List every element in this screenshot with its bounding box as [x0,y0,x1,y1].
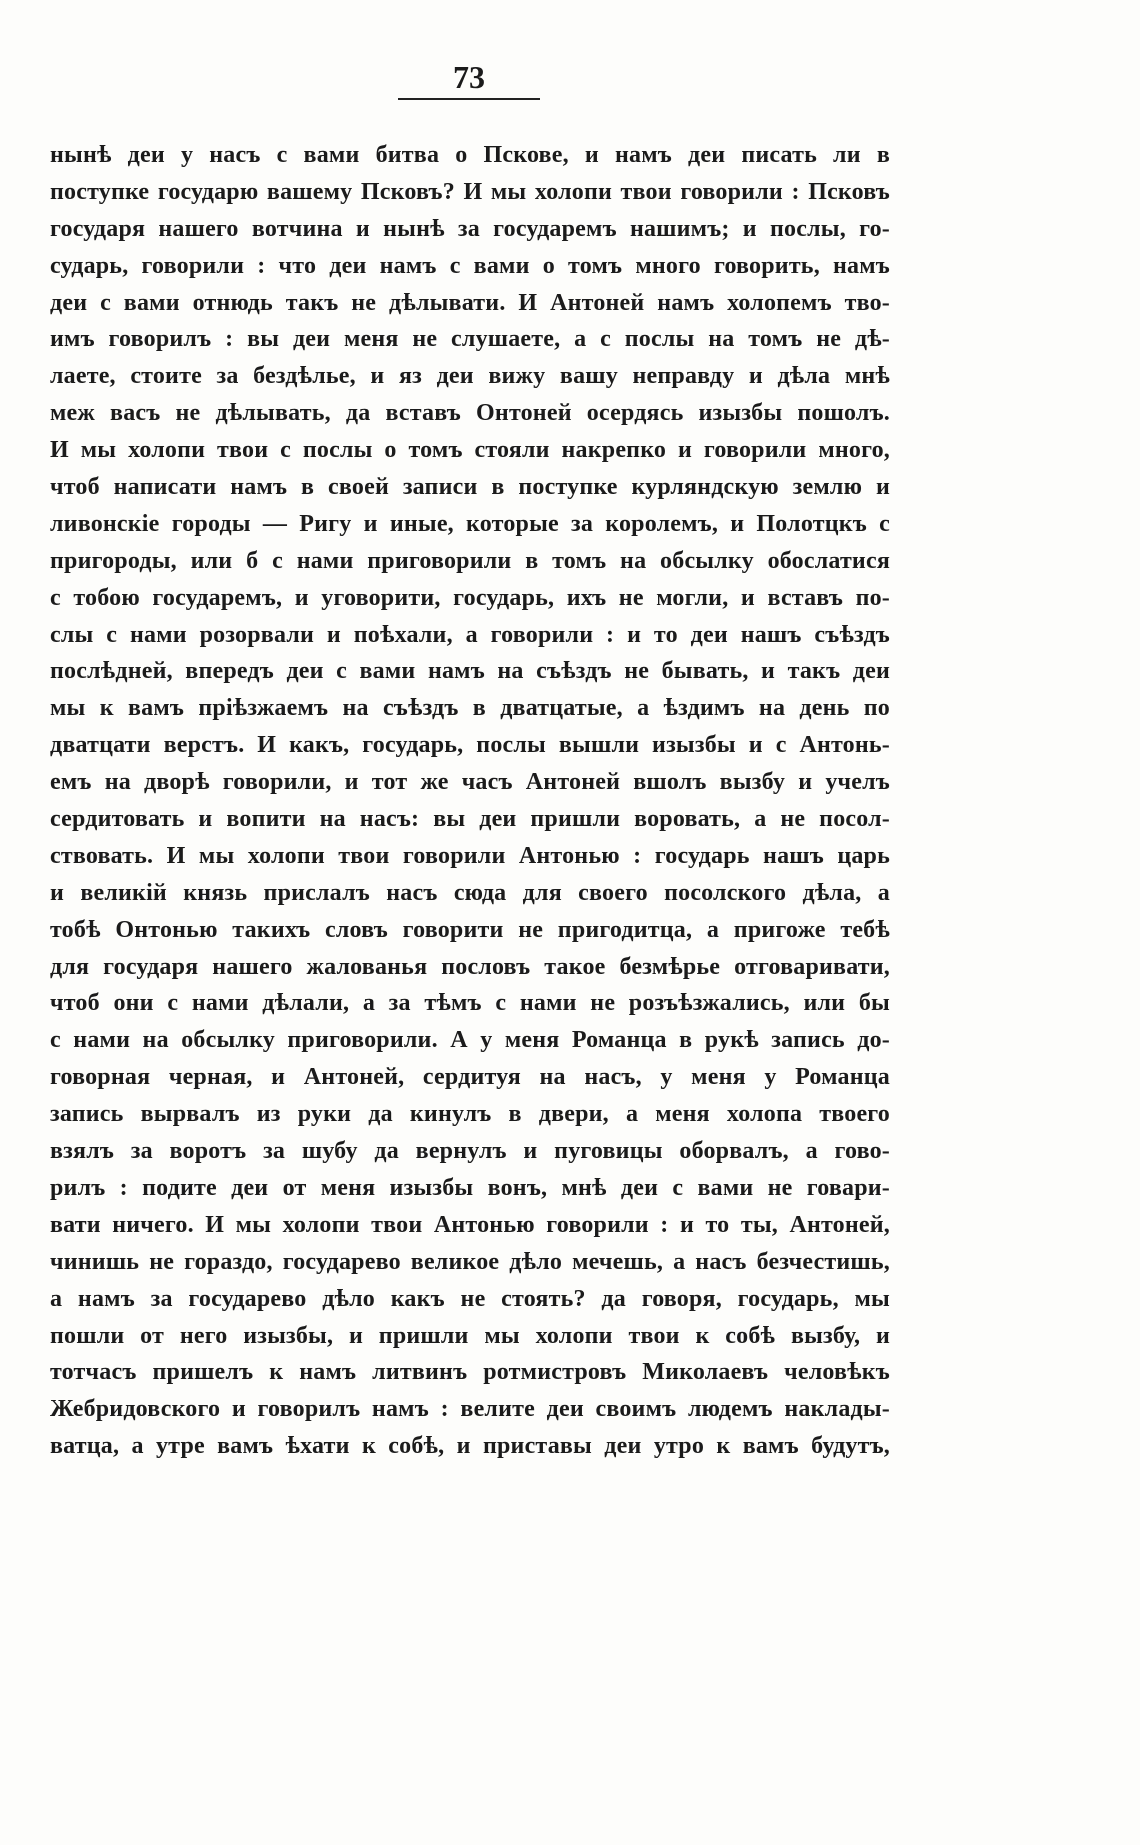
text-line: а намъ за государево дѣло какъ не стоять? да говоря, государь, мы [50,1285,890,1312]
text-line: нынѣ деи у насъ с вами битва о Пскове, и намъ деи писать ли в [50,142,890,168]
text-line: пошли от него изызбы, и пришли мы холопи твои к собѣ вызбу, и [50,1322,890,1349]
text-line: поступке государю вашему Псковъ? И мы холопи твои говорили : Псковъ [50,178,890,205]
text-line: чинишь не гораздо, государево великое дѣло мечешь, а насъ безчестишь, [50,1248,890,1275]
page-number: 73 [453,59,485,95]
text-line: Жебридовского и говорилъ намъ : велите деи своимъ людемъ наклады- [50,1396,890,1423]
text-line: тотчасъ пришелъ к намъ литвинъ ротмистровъ Миколаевъ человѣкъ [50,1359,890,1386]
text-line: государя нашего вотчина и нынѣ за государемъ нашимъ; и послы, го- [50,215,890,242]
text-line: мы к вамъ пріѣзжаемъ на съѣздъ в дватцатые, а ѣздимъ на день по [50,695,890,722]
text-line: взялъ за воротъ за шубу да вернулъ и пуговицы оборвалъ, а гово- [50,1138,890,1165]
text-line: дватцати верстъ. И какъ, государь, послы вышли изызбы и с Антонь- [50,732,890,759]
text-line: сердитовать и вопити на насъ: вы деи пришли воровать, а не посол- [50,806,890,833]
text-line: слы с нами розорвали и поѣхали, а говорили : и то деи нашъ съѣздъ [50,621,890,648]
text-line: послѣдней, впередъ деи с вами намъ на съѣздъ не бывать, и такъ деи [50,658,890,685]
text-line: вати ничего. И мы холопи твои Антонью говорили : и то ты, Антоней, [50,1211,890,1238]
text-line: тобѣ Онтонью такихъ словъ говорити не пригодитца, а пригоже тебѣ [50,916,890,943]
text-line: для государя нашего жалованья пословъ такое безмѣрье отговаривати, [50,953,890,980]
text-line: меж васъ не дѣлывать, да вставъ Онтоней осердясь изызбы пошолъ. [50,400,890,427]
text-line: лаете, стоите за бездѣлье, и яз деи вижу вашу неправду и дѣла мнѣ [50,363,890,390]
body-text [50,137,890,1465]
text-line: ливонскіе городы — Ригу и иные, которые за королемъ, и Полотцкъ с [50,510,890,537]
page-number-rule [398,98,540,100]
text-line: деи с вами отнюдь такъ не дѣлывати. И Антоней намъ холопемъ тво- [50,289,890,316]
text-line: рилъ : подите деи от меня изызбы вонъ, мнѣ деи с вами не говари- [50,1174,890,1201]
text-line: сударь, говорили : что деи намъ с вами о томъ много говорить, намъ [50,252,890,279]
text-line: И мы холопи твои с послы о томъ стояли накрепко и говорили много, [50,437,890,464]
text-line: говорная черная, и Антоней, сердитуя на насъ, у меня у Романца [50,1064,890,1091]
text-line: емъ на дворѣ говорили, и тот же часъ Антоней вшолъ вызбу и учелъ [50,769,890,796]
text-line: и великій князь прислалъ насъ сюда для своего посолского дѣла, а [50,879,890,906]
text-line: чтоб они с нами дѣлали, а за тѣмъ с нами не розъѣзжались, или бы [50,990,890,1017]
text-line: запись вырвалъ из руки да кинулъ в двери, а меня холопа твоего [50,1101,890,1128]
text-line: с нами на обсылку приговорили. А у меня Романца в рукѣ запись до- [50,1027,890,1054]
text-line: имъ говорилъ : вы деи меня не слушаете, а с послы на томъ не дѣ- [50,326,890,353]
text-line: чтоб написати намъ в своей записи в поступке курляндскую землю и [50,474,890,501]
text-line: пригороды, или б с нами приговорили в томъ на обсылку обослатися [50,547,890,574]
text-line: ствовать. И мы холопи твои говорили Антонью : государь нашъ царь [50,842,890,869]
text-line: с тобою государемъ, и уговорити, государь, ихъ не могли, и вставъ по- [50,584,890,611]
text-line: ватца, а утре вамъ ѣхати к собѣ, и приставы деи утро к вамъ будутъ, [50,1433,890,1460]
